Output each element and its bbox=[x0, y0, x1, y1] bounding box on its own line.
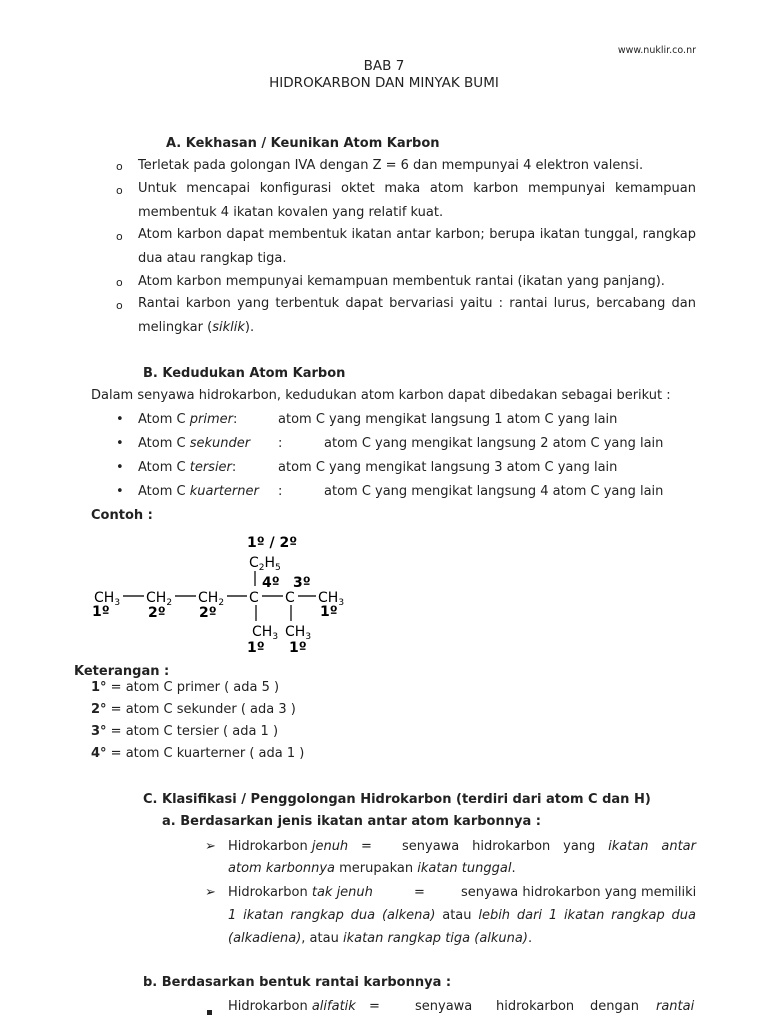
atom-ch3-left: $CH_3$ bbox=[94, 590, 121, 608]
bullet-marker: o bbox=[116, 299, 123, 312]
jenuh-desc-cont: atom karbonnya merupakan ikatan tunggal. bbox=[228, 861, 516, 876]
keterangan-row: 1° = atom C primer ( ada 5 ) bbox=[91, 680, 280, 695]
alifatik-word: senyawa bbox=[415, 999, 473, 1014]
carbon-type-term: Atom C tersier: bbox=[138, 460, 237, 475]
group-c2h5: $C_2H_5$ bbox=[249, 555, 281, 573]
atom-c-quaternary: C bbox=[249, 590, 259, 606]
atom-ch3-bottom: $CH_3$ bbox=[285, 624, 312, 642]
bullet-marker: o bbox=[116, 230, 123, 243]
keterangan-row: 3° = atom C tersier ( ada 1 ) bbox=[91, 724, 279, 739]
section-a-item: Terletak pada golongan IVA dengan Z = 6 dan mempunyai 4 elektron valensi. bbox=[138, 158, 644, 173]
section-c-sub-a: a. Berdasarkan jenis ikatan antar atom karbonnya : bbox=[162, 814, 541, 829]
label-bottom-1: 1º bbox=[247, 640, 265, 656]
carbon-type-desc: atom C yang mengikat langsung 2 atom C yang lain bbox=[324, 436, 664, 451]
structural-formula bbox=[0, 528, 400, 658]
section-a-heading: A. Kekhasan / Keunikan Atom Karbon bbox=[166, 136, 440, 151]
carbon-type-desc: atom C yang mengikat langsung 1 atom C yang lain bbox=[278, 412, 618, 427]
label-bottom-2: 1º bbox=[289, 640, 307, 656]
page-title: HIDROKARBON DAN MINYAK BUMI bbox=[269, 75, 499, 91]
carbon-type-term: Atom C primer: bbox=[138, 412, 238, 427]
carbon-type-sep: : bbox=[278, 436, 283, 451]
label-chain-2: 2º bbox=[148, 605, 166, 621]
section-b-heading: B. Kedudukan Atom Karbon bbox=[143, 366, 346, 381]
atom-c-tertiary: C bbox=[285, 590, 295, 606]
bullet-marker: • bbox=[116, 484, 124, 499]
carbon-type-desc: atom C yang mengikat langsung 3 atom C yang lain bbox=[278, 460, 618, 475]
bullet-marker: • bbox=[116, 412, 124, 427]
label-chain-1: 1º bbox=[92, 604, 110, 620]
carbon-type-desc: atom C yang mengikat langsung 4 atom C yang lain bbox=[324, 484, 664, 499]
atom-ch3-bottom: $CH_3$ bbox=[252, 624, 279, 642]
tak-jenuh-desc-cont: (alkadiena), atau ikatan rangkap tiga (alkuna). bbox=[228, 931, 533, 946]
label-c3: 3º bbox=[293, 575, 311, 591]
atom-ch3-right: $CH_3$ bbox=[318, 590, 345, 608]
atom-ch2: $CH_2$ bbox=[198, 590, 225, 608]
carbon-type-term: Atom C kuarterner bbox=[138, 484, 259, 499]
section-a-item-cont: membentuk 4 ikatan kovalen yang relatif kuat. bbox=[138, 205, 444, 220]
section-a-item: Atom karbon dapat membentuk ikatan antar karbon; berupa ikatan tunggal, rangkap bbox=[138, 227, 696, 242]
section-a-item-cont: melingkar (siklik). bbox=[138, 320, 255, 335]
label-top: 1º / 2º bbox=[247, 535, 298, 551]
section-a-item-cont: dua atau rangkap tiga. bbox=[138, 251, 287, 266]
carbon-type-term: Atom C sekunder bbox=[138, 436, 251, 451]
alifatik-eq: = bbox=[369, 999, 380, 1014]
keterangan-row: 4° = atom C kuarterner ( ada 1 ) bbox=[91, 746, 305, 761]
carbon-type-sep: : bbox=[278, 484, 283, 499]
alifatik-word: rantai bbox=[656, 999, 695, 1014]
section-a-item: Untuk mencapai konfigurasi oktet maka atom karbon mempunyai kemampuan bbox=[138, 181, 696, 196]
keterangan-row: 2° = atom C sekunder ( ada 3 ) bbox=[91, 702, 296, 717]
alifatik-term: Hidrokarbon alifatik bbox=[228, 999, 356, 1014]
tak-jenuh-eq: = bbox=[414, 885, 425, 900]
bullet-marker: o bbox=[116, 160, 123, 173]
example-label: Contoh : bbox=[91, 508, 153, 523]
tak-jenuh-desc-cont: 1 ikatan rangkap dua (alkena) atau lebih dari 1 ikatan rangkap dua bbox=[228, 908, 696, 923]
tak-jenuh-term: Hidrokarbon tak jenuh bbox=[228, 885, 373, 900]
atom-ch2: $CH_2$ bbox=[146, 590, 173, 608]
bullet-marker: o bbox=[116, 184, 123, 197]
label-chain-4: 1º bbox=[320, 604, 338, 620]
arrow-bullet-icon: ➢ bbox=[205, 885, 216, 900]
bullet-marker: • bbox=[116, 460, 124, 475]
section-a-item: Rantai karbon yang terbentuk dapat bervariasi yaitu : rantai lurus, bercabang dan bbox=[138, 296, 696, 311]
bullet-marker: o bbox=[116, 276, 123, 289]
header-url: www.nuklir.co.nr bbox=[617, 45, 696, 56]
jenuh-term: Hidrokarbon jenuh bbox=[228, 839, 349, 854]
chapter-label: BAB 7 bbox=[363, 58, 405, 74]
section-b-intro: Dalam senyawa hidrokarbon, kedudukan atom karbon dapat dibedakan sebagai berikut : bbox=[91, 388, 671, 403]
jenuh-desc: senyawa hidrokarbon yang ikatan antar bbox=[402, 839, 696, 854]
jenuh-eq: = bbox=[361, 839, 372, 854]
tak-jenuh-desc: senyawa hidrokarbon yang memiliki bbox=[461, 885, 697, 900]
keterangan-label: Keterangan : bbox=[74, 664, 170, 679]
section-c-heading: C. Klasifikasi / Penggolongan Hidrokarbon (terdiri dari atom C dan H) bbox=[143, 792, 651, 807]
square-bullet-icon bbox=[207, 1004, 212, 1019]
section-c-sub-b: b. Berdasarkan bentuk rantai karbonnya : bbox=[143, 975, 452, 990]
alifatik-word: dengan bbox=[590, 999, 639, 1014]
arrow-bullet-icon: ➢ bbox=[205, 839, 216, 854]
section-a-item: Atom karbon mempunyai kemampuan membentuk rantai (ikatan yang panjang). bbox=[138, 274, 665, 289]
bullet-marker: • bbox=[116, 436, 124, 451]
label-chain-3: 2º bbox=[199, 605, 217, 621]
alifatik-word: hidrokarbon bbox=[496, 999, 575, 1014]
label-c4: 4º bbox=[262, 575, 280, 591]
